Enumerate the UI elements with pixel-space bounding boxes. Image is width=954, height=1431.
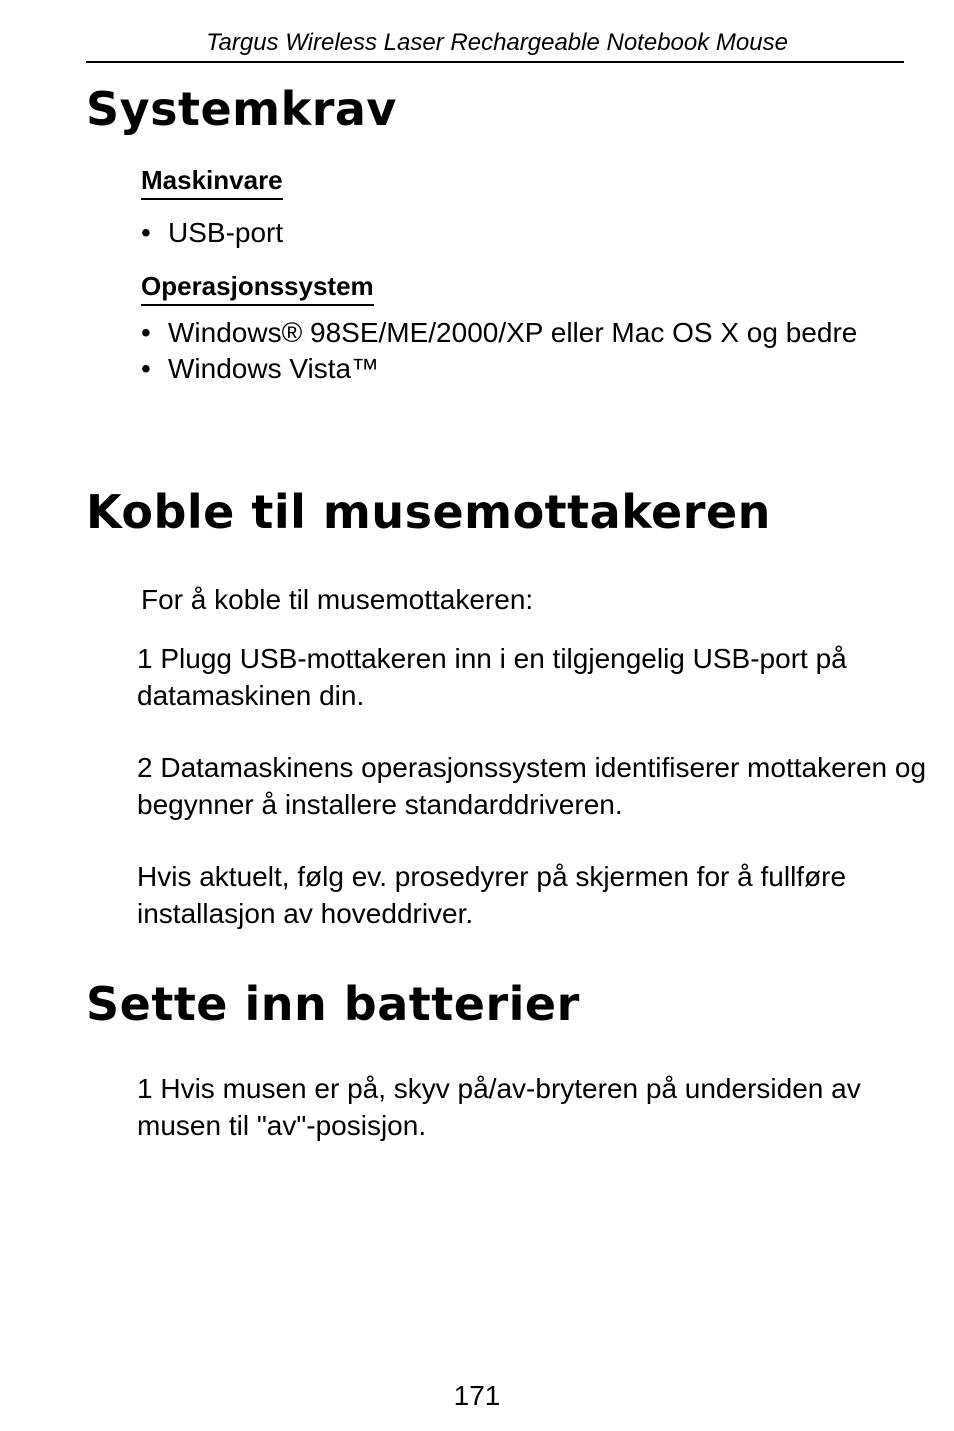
subheading-os: Operasjonssystem bbox=[141, 270, 374, 306]
receiver-intro: For å koble til musemottakeren: bbox=[141, 584, 534, 615]
list-item-text: USB-port bbox=[168, 217, 284, 248]
receiver-step-2: 2 Datamaskinens operasjonssystem identifiserer mottakeren og begynner å installere standarddriveren. bbox=[137, 752, 927, 820]
list-item-text: Windows Vista™ bbox=[168, 353, 380, 384]
heading-batteries: Sette inn batterier bbox=[86, 977, 580, 1031]
page-number: 171 bbox=[453, 1380, 501, 1411]
list-item bbox=[141, 351, 857, 387]
subheading-hardware: Maskinvare bbox=[141, 164, 283, 200]
header-rule bbox=[86, 61, 904, 63]
list-item bbox=[141, 315, 857, 351]
list-item bbox=[141, 215, 283, 251]
batteries-step-1: 1 Hvis musen er på, skyv på/av-bryteren på undersiden av musen til "av"-posisjon. bbox=[137, 1073, 861, 1141]
running-header: Targus Wireless Laser Rechargeable Notebook Mouse bbox=[206, 29, 788, 56]
bullet-icon: • bbox=[141, 217, 151, 248]
receiver-note: Hvis aktuelt, følg ev. prosedyrer på skjermen for å fullføre installasjon av hoveddriver. bbox=[137, 861, 847, 929]
hardware-list bbox=[141, 215, 283, 251]
bullet-icon: • bbox=[141, 353, 151, 384]
receiver-step-1: 1 Plugg USB-mottakeren inn i en tilgjengelig USB-port på datamaskinen din. bbox=[137, 643, 847, 711]
heading-systemkrav: Systemkrav bbox=[86, 82, 397, 136]
bullet-icon: • bbox=[141, 317, 151, 348]
heading-receiver: Koble til musemottakeren bbox=[86, 485, 771, 539]
list-item-text: Windows® 98SE/ME/2000/XP eller Mac OS X og bedre bbox=[168, 317, 858, 348]
os-list bbox=[141, 315, 857, 387]
